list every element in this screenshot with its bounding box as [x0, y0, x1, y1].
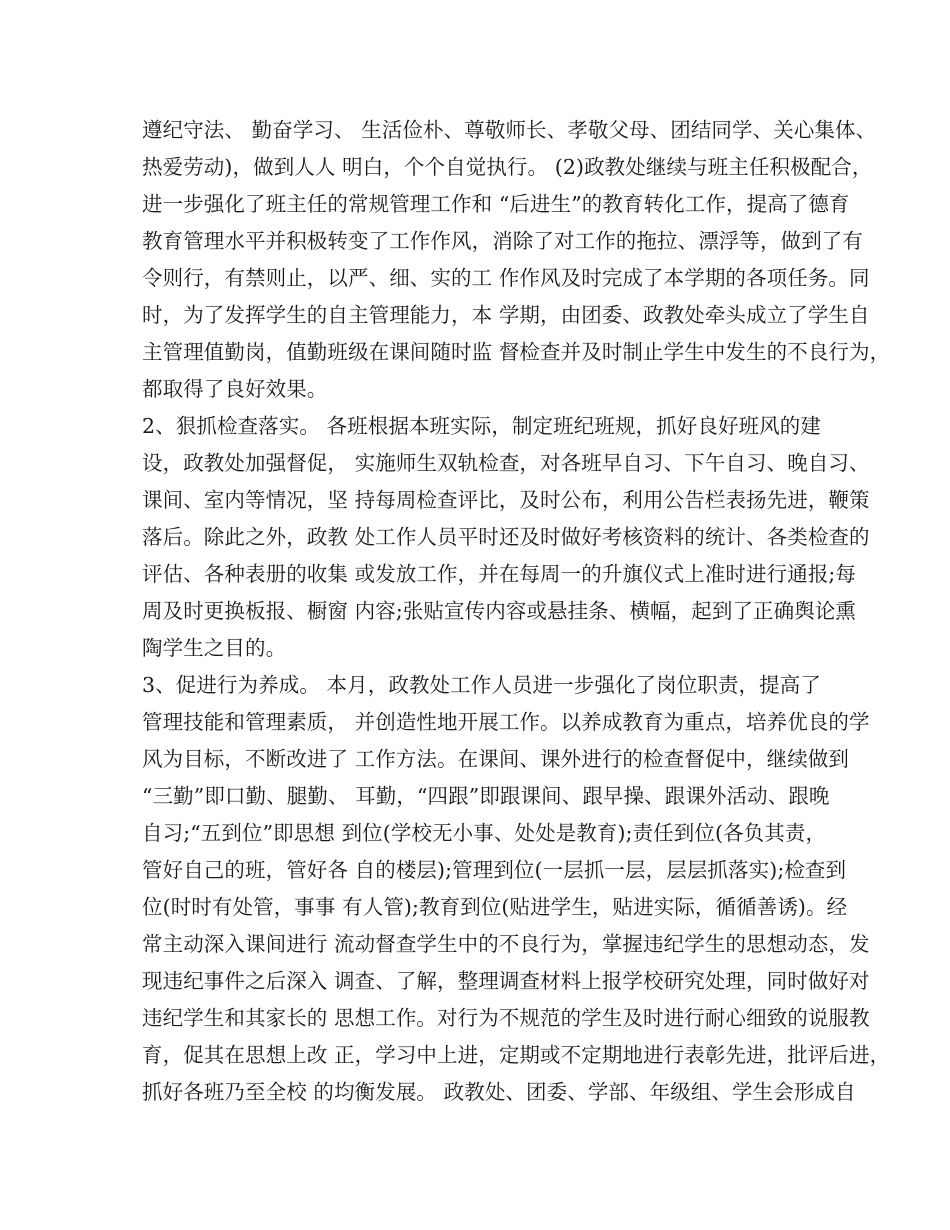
- text-line: 落后。除此之外，政教 处工作人员平时还及时做好考核资料的统计、各类检查的: [142, 525, 870, 549]
- text-line: 自习;“五到位”即思想 到位(学校无小事、处处是教育);责任到位(各负其责，: [142, 821, 827, 845]
- text-line: 陶学生之目的。: [142, 636, 287, 660]
- text-line: 评估、各种表册的收集 或发放工作，并在每周一的升旗仪式上准时进行通报;每: [142, 562, 857, 586]
- text-line: 教育管理水平并积极转变了工作作风，消除了对工作的拖拉、漂浮等，做到了有: [142, 229, 863, 253]
- text-line: 设，政教处加强督促， 实施师生双轨检查，对各班早自习、下午自习、晚自习、: [142, 451, 870, 475]
- text-line: 现违纪事件之后深入 调查、了解，整理调查材料上报学校研究处理，同时做好对: [142, 969, 870, 993]
- text-line: 管理技能和管理素质， 并创造性地开展工作。以养成教育为重点，培养优良的学: [142, 710, 870, 734]
- text-line: “三勤”即口勤、腿勤、 耳勤，“四跟”即跟课间、跟早操、跟课外活动、跟晚: [142, 784, 830, 808]
- text-line: 位(时时有处管，事事 有人管);教育到位(贴进学生，贴进实际，循循善诱)。经: [142, 895, 848, 919]
- text-line: 时，为了发挥学生的自主管理能力，本 学期，由团委、政教处牵头成立了学生自: [142, 303, 870, 327]
- text-line: 抓好各班乃至全校 的均衡发展。 政教处、团委、学部、年级组、学生会形成自: [142, 1080, 856, 1104]
- text-line: 主管理值勤岗，值勤班级在课间随时监 督检查并及时制止学生中发生的不良行为，: [142, 340, 891, 364]
- text-line: 都取得了良好效果。: [142, 377, 328, 401]
- text-line: 3、促进行为养成。 本月，政教处工作人员进一步强化了岗位职责，提高了: [142, 673, 821, 697]
- text-line: 育，促其在思想上改 正，学习中上进，定期或不定期地进行表彰先进，批评后进，: [142, 1043, 891, 1067]
- text-line: 周及时更换板报、橱窗 内容;张贴宣传内容或悬挂条、横幅，起到了正确舆论熏: [142, 599, 857, 623]
- text-line: 课间、室内等情况，坚 持每周检查评比，及时公布，利用公告栏表扬先进，鞭策: [142, 488, 870, 512]
- text-line: 常主动深入课间进行 流动督查学生中的不良行为，掌握违纪学生的思想动态，发: [142, 932, 870, 956]
- text-line: 风为目标，不断改进了 工作方法。在课间、课外进行的检查督促中，继续做到: [142, 747, 850, 771]
- text-line: 违纪学生和其家长的 思想工作。对行为不规范的学生及时进行耐心细致的说服教: [142, 1006, 870, 1030]
- text-line: 令则行，有禁则止，以严、细、实的工 作作风及时完成了本学期的各项任务。同: [142, 266, 870, 290]
- text-line: 遵纪守法、 勤奋学习、 生活俭朴、尊敬师长、孝敬父母、团结同学、关心集体、: [142, 118, 877, 142]
- body-text: [142, 112, 891, 1111]
- text-line: 管好自己的班，管好各 自的楼层);管理到位(一层抓一层，层层抓落实);检查到: [142, 858, 847, 882]
- text-line: 热爱劳动)，做到人人 明白，个个自觉执行。 (2)政教处继续与班主任积极配合，: [142, 155, 873, 179]
- text-line: 进一步强化了班主任的常规管理工作和 “后进生”的教育转化工作，提高了德育: [142, 192, 850, 216]
- text-line: 2、狠抓检查落实。 各班根据本班实际，制定班纪班规，抓好良好班风的建: [142, 414, 821, 438]
